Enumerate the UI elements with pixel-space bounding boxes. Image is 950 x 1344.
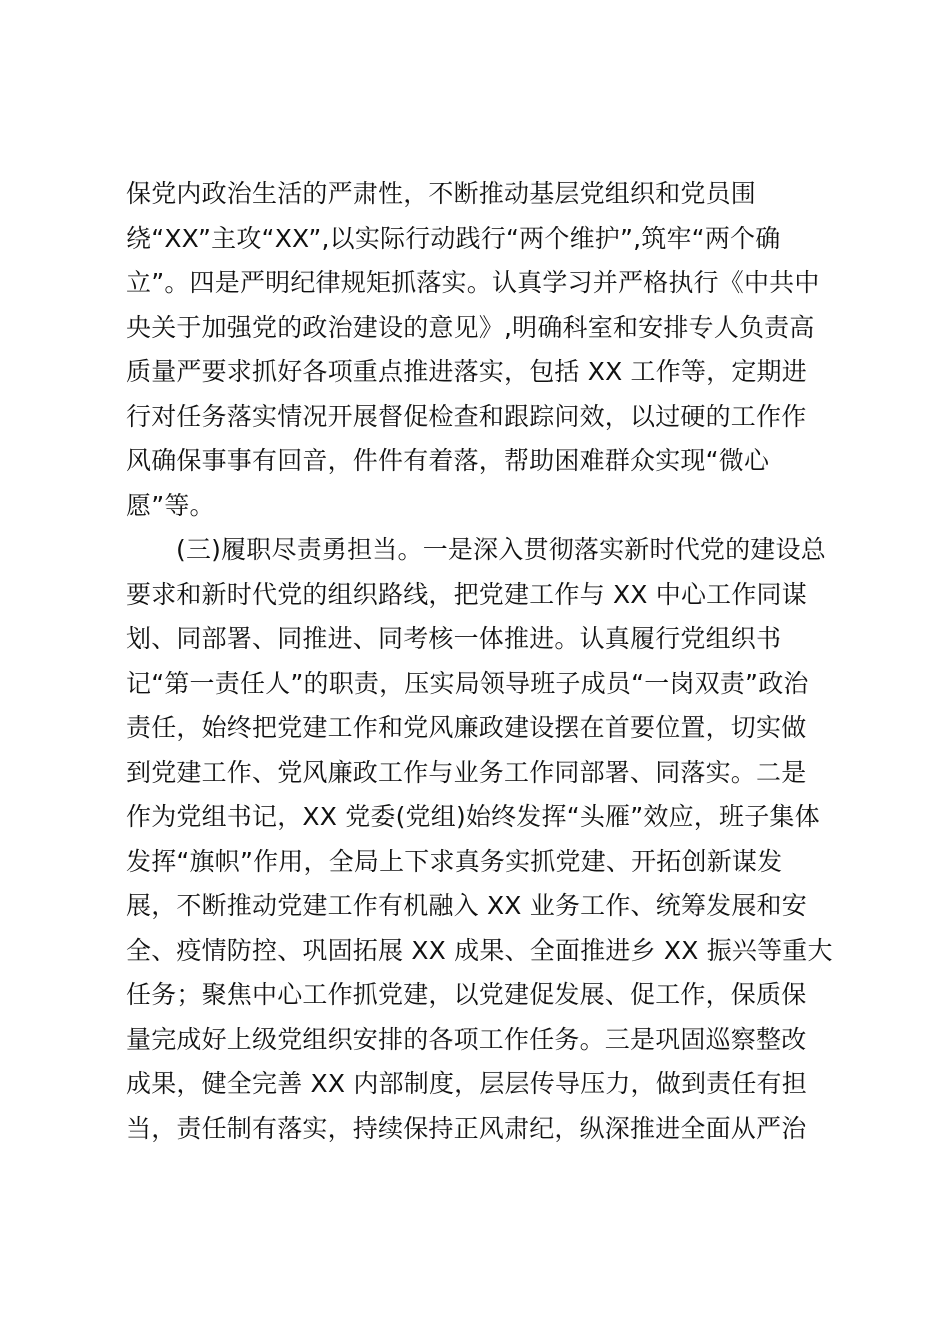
text-line: 愿”等。 bbox=[126, 490, 215, 520]
text-line: 作为党组书记，XX 党委(党组)始终发挥“头雁”效应，班子集体 bbox=[126, 802, 820, 831]
text-line: 发挥“旗帜”作用，全局上下求真务实抓党建、开拓创新谋发 bbox=[126, 846, 783, 876]
body-text bbox=[126, 172, 836, 1151]
text-line: 全、疫情防控、巩固拓展 XX 成果、全面推进乡 XX 振兴等重大 bbox=[126, 935, 833, 965]
text-line: 质量严要求抓好各项重点推进落实，包括 XX 工作等，定期进 bbox=[126, 357, 807, 386]
text-line: 责任，始终把党建工作和党风廉政建设摆在首要位置，切实做 bbox=[126, 713, 807, 742]
text-line: 展，不断推动党建工作有机融入 XX 业务工作、统筹发展和安 bbox=[126, 891, 807, 920]
text-line: 保党内政治生活的严肃性，不断推动基层党组织和党员围 bbox=[126, 179, 757, 208]
text-line: 立”。四是严明纪律规矩抓落实。认真学习并严格执行《中共中 bbox=[126, 268, 820, 297]
text-line: 任务；聚焦中心工作抓党建，以党建促发展、促工作，保质保 bbox=[126, 980, 807, 1009]
text-line: 风确保事事有回音，件件有着落，帮助困难群众实现“微心 bbox=[126, 446, 770, 475]
text-line: 记“第一责任人”的职责，压实局领导班子成员“一岗双责”政治 bbox=[126, 668, 809, 698]
text-line: 央关于加强党的政治建设的意见》,明确科室和安排专人负责高 bbox=[126, 312, 815, 342]
text-line: 行对任务落实情况开展督促检查和跟踪问效，以过硬的工作作 bbox=[126, 401, 807, 431]
text-line: 当，责任制有落实，持续保持正风肃纪，纵深推进全面从严治 bbox=[126, 1113, 807, 1143]
text-line: 要求和新时代党的组织路线，把党建工作与 XX 中心工作同谋 bbox=[126, 579, 807, 609]
text-line: 划、同部署、同推进、同考核一体推进。认真履行党组织书 bbox=[126, 624, 782, 653]
text-line: 量完成好上级党组织安排的各项工作任务。三是巩固巡察整改 bbox=[126, 1024, 807, 1054]
paragraph-start-line: (三)履职尽责勇担当。一是深入贯彻落实新时代党的建设总 bbox=[176, 535, 826, 564]
text-line: 到党建工作、党风廉政工作与业务工作同部署、同落实。二是 bbox=[126, 757, 807, 787]
text-line: 成果，健全完善 XX 内部制度，层层传导压力，做到责任有担 bbox=[126, 1069, 807, 1098]
text-line: 绕“XX”主攻“XX”,以实际行动践行“两个维护”,筑牢“两个确 bbox=[126, 223, 781, 253]
